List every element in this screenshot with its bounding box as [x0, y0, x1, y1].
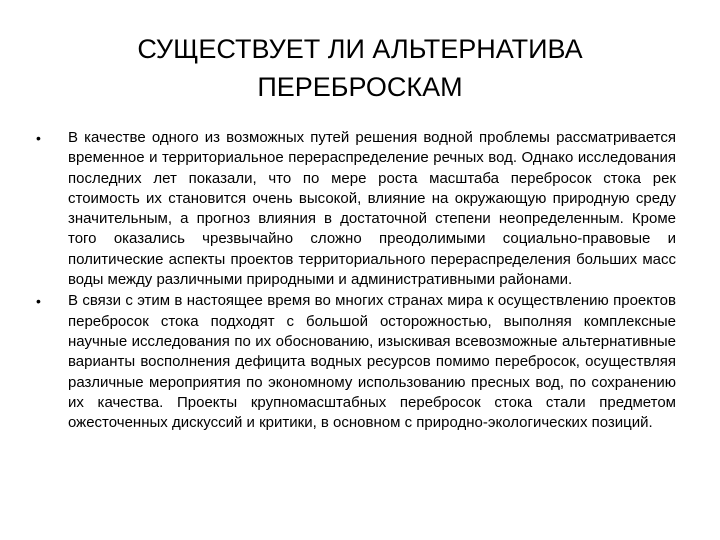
bullet-marker: • — [36, 293, 41, 310]
bullet-list — [36, 128, 676, 433]
slide-title — [60, 30, 660, 106]
bullet-item — [36, 128, 676, 290]
bullet-text: В качестве одного из возможных путей решения водной проблемы рассматривается временное и территориальное перераспределение речных вод. Однако исследования последних лет показали, что по мере роста масштаба перебросок стока рек стоимость их становится очень высокой, влияние на окружающую природную среду значительным, а прогноз влияния в достаточной степени неопределенным. Кроме того оказались чрезвычайно сложно преодолимыми социально-правовые и политические аспекты проектов территориального перераспределения больших масс воды между различными природными и административными районами. — [68, 129, 676, 289]
title-line: СУЩЕСТВУЕТ ЛИ АЛЬТЕРНАТИВА — [137, 34, 583, 64]
bullet-marker: • — [36, 130, 41, 146]
bullet-item — [36, 291, 676, 433]
title-line: ПЕРЕБРОСКАМ — [257, 72, 463, 102]
bullet-text: В связи с этим в настоящее время во многих странах мира к осуществлению проектов перебросок стока подходят с большой осторожностью, выполняя комплексные научные исследования по их обоснованию, изыскивая всевозможные альтернативные варианты восполнения дефицита водных ресурсов помимо перебросок, осуществляя различные мероприятия по экономному использованию пресных вод, по сохранению их качества. Проекты крупномасштабных перебросок стока стали предметом ожесточенных дискуссий и критики, в основном с природно-экологических позиций. — [68, 292, 676, 432]
